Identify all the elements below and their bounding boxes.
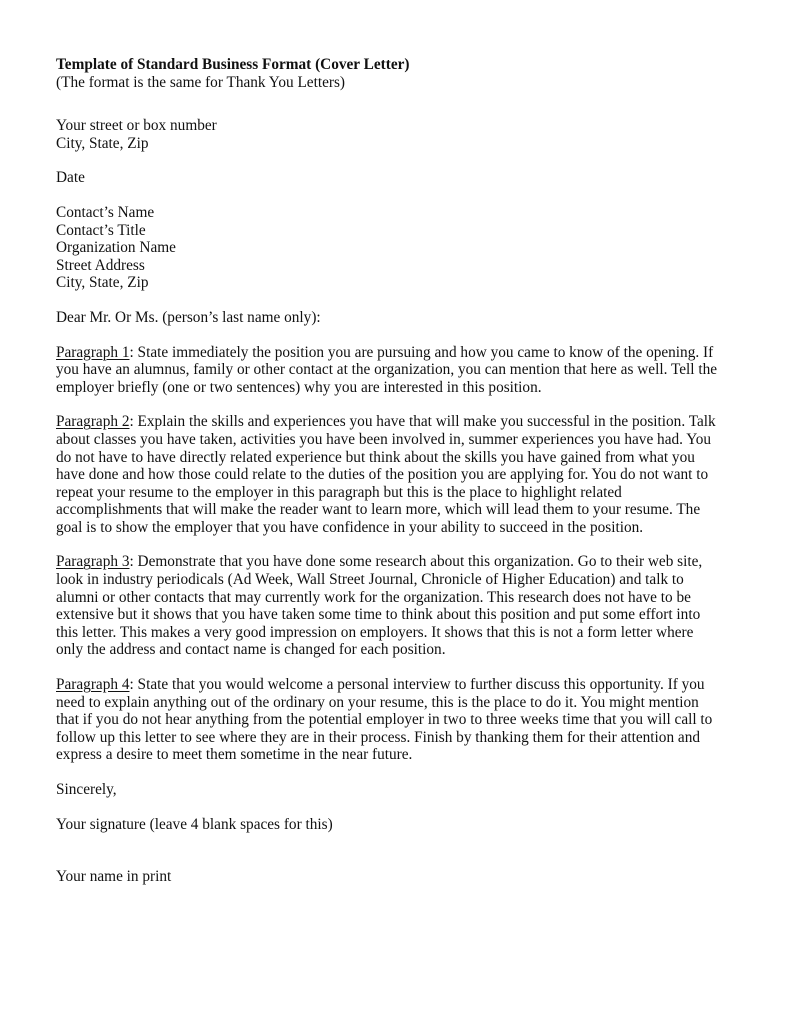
paragraph-text: need to explain anything out of the ordinary on your resume, this is the place to do it. You might mention xyxy=(56,693,699,711)
paragraph-text: you have an alumnus, family or other contact at the organization, you can mention that here as well. Tell the xyxy=(56,361,718,379)
salutation: Dear Mr. Or Ms. (person’s last name only): xyxy=(56,308,321,326)
paragraph-text: do not have to have directly related experience but think about the skills you have gained from what you xyxy=(56,448,695,466)
paragraph-text: this letter. This makes a very good impression on employers. It shows that this is not a form letter where xyxy=(56,623,694,641)
paragraph-text: goal is to show the employer that you have confidence in your ability to succeed in the position. xyxy=(56,518,644,536)
paragraph-text: repeat your resume to the employer in this paragraph but this is the place to highlight related xyxy=(56,483,622,501)
sender-address xyxy=(56,117,776,152)
document-subtitle: (The format is the same for Thank You Letters) xyxy=(56,73,346,91)
recipient-organization: Organization Name xyxy=(56,239,176,257)
recipient-name: Contact’s Name xyxy=(56,203,155,221)
paragraph-text: follow up this letter to see where they are in their process. Finish by thanking them for their attention and xyxy=(56,728,701,746)
paragraph-text: : State immediately the position you are pursuing and how you came to know of the opening. If xyxy=(129,343,714,361)
paragraph-text: have done and how those could relate to the duties of the position you are applying for. You do not want to xyxy=(56,466,709,484)
paragraph-text: express a desire to meet them sometime in the near future. xyxy=(56,746,413,764)
paragraph-label: Paragraph 2 xyxy=(56,413,130,431)
printed-name: Your name in print xyxy=(56,868,172,886)
paragraph-text: alumni or other contacts that may currently work for the organization. This research does not have to be xyxy=(56,588,691,606)
paragraph-label: Paragraph 1 xyxy=(56,343,130,361)
paragraph-text: only the address and contact name is changed for each position. xyxy=(56,641,446,659)
recipient-title: Contact’s Title xyxy=(56,221,146,239)
paragraph-text: employer briefly (one or two sentences) why you are interested in this position. xyxy=(56,378,542,396)
sender-city-state-zip: City, State, Zip xyxy=(56,134,149,152)
paragraph-text: look in industry periodicals (Ad Week, Wall Street Journal, Chronicle of Higher Education) and talk to xyxy=(56,571,684,589)
recipient-address xyxy=(56,204,776,292)
paragraph-text: accomplishments that will make the reader want to learn more, which will lead them to your resume. The xyxy=(56,501,701,519)
paragraph-text: : State that you would welcome a personal interview to further discuss this opportunity. If you xyxy=(129,676,705,694)
paragraph-text: : Explain the skills and experiences you have that will make you successful in the position. Talk xyxy=(129,413,716,431)
body-paragraph-3 xyxy=(56,553,776,659)
body-paragraph-4 xyxy=(56,676,776,764)
paragraph-text: : Demonstrate that you have done some research about this organization. Go to their web site, xyxy=(129,553,703,571)
body-paragraph-2 xyxy=(56,413,776,536)
recipient-street: Street Address xyxy=(56,256,145,274)
signature-line: Your signature (leave 4 blank spaces for this) xyxy=(56,815,333,833)
body-paragraph-1 xyxy=(56,344,776,397)
paragraph-label: Paragraph 3 xyxy=(56,553,130,571)
paragraph-label: Paragraph 4 xyxy=(56,676,130,694)
paragraph-text: about classes you have taken, activities you have been involved in, summer experiences you have had. You xyxy=(56,430,712,448)
sender-street: Your street or box number xyxy=(56,117,217,135)
closing: Sincerely, xyxy=(56,781,117,798)
recipient-city-state-zip: City, State, Zip xyxy=(56,274,149,292)
letter-page xyxy=(56,56,776,886)
paragraph-text: extensive but it shows that you have taken some time to think about this position and put some effort into xyxy=(56,606,701,624)
date-line: Date xyxy=(56,169,85,187)
document-title: Template of Standard Business Format (Cover Letter) xyxy=(56,56,410,73)
paragraph-text: that if you do not hear anything from the potential employer in two to three weeks time that you will call to xyxy=(56,711,713,729)
